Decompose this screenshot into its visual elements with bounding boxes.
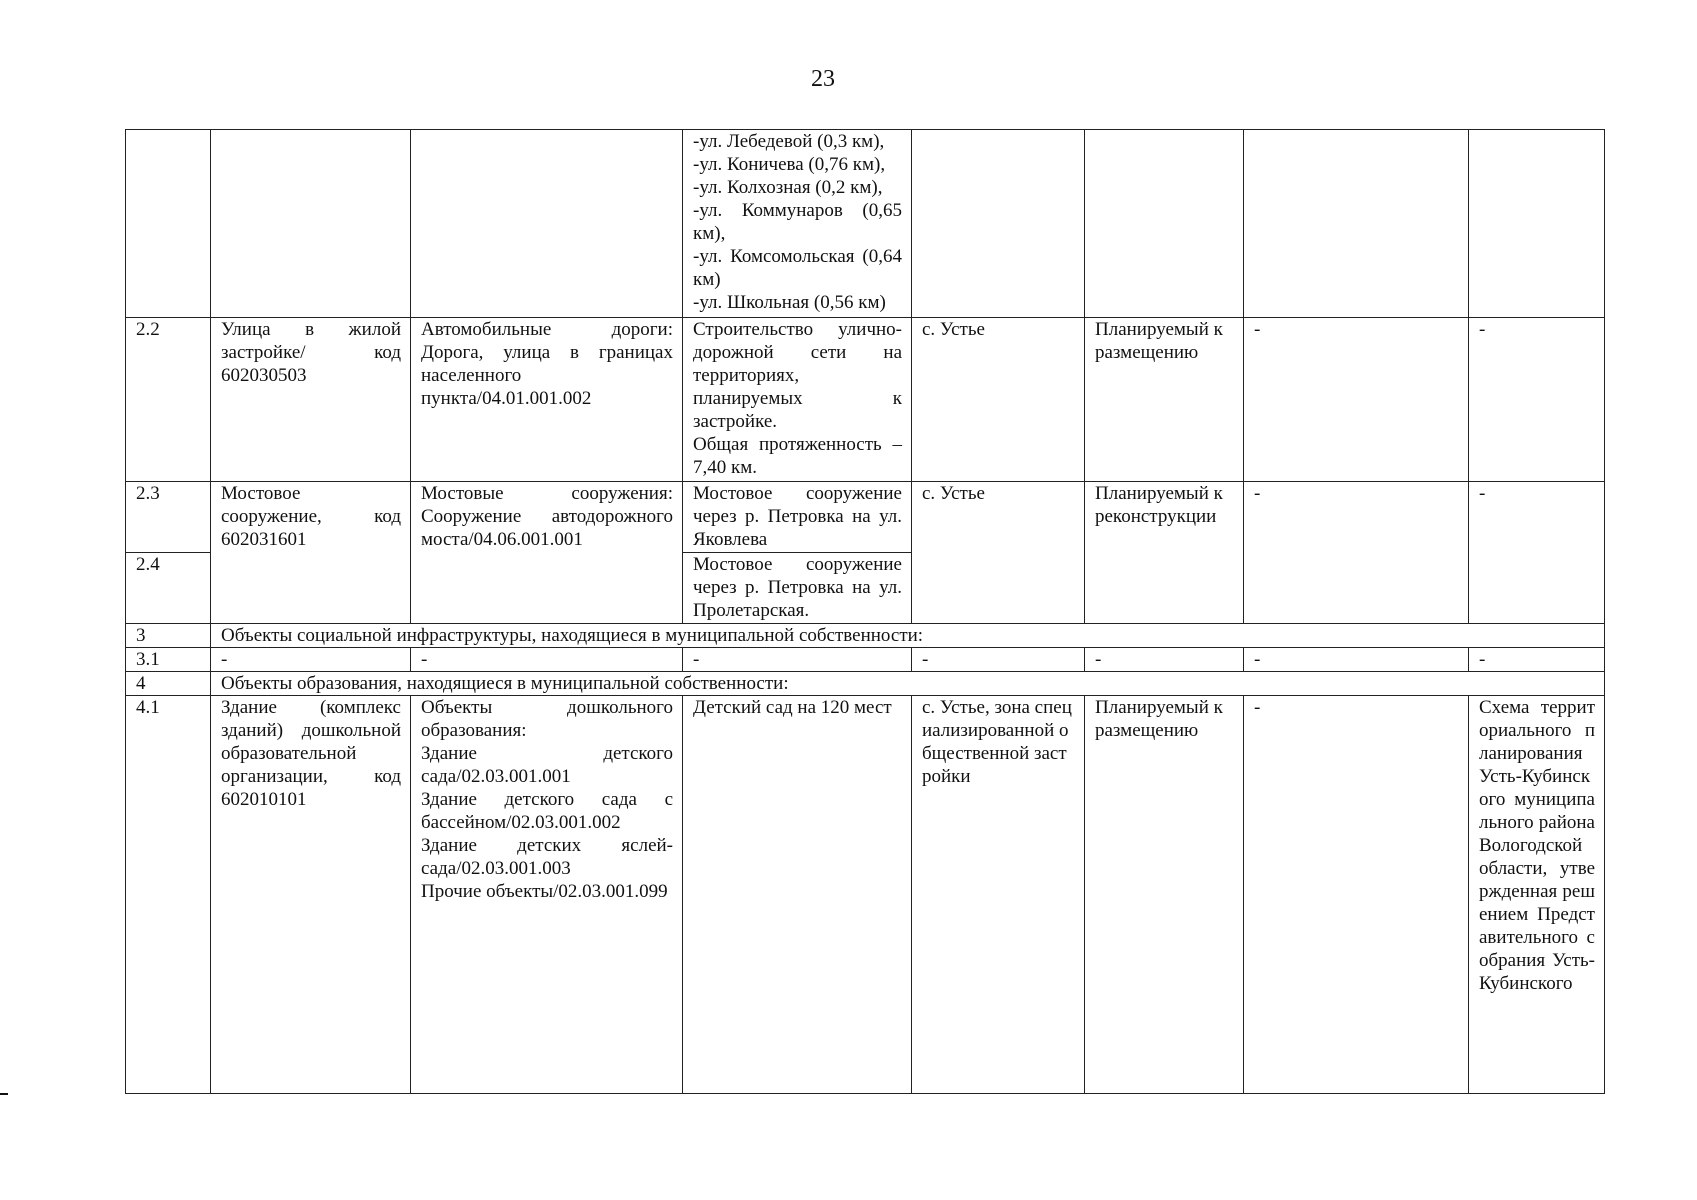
cell-status: Планируемый к размещению [1085,318,1244,482]
table-row [126,318,1605,482]
cell-streets [683,130,912,318]
cell-location: - [912,648,1085,672]
cell-num: 4.1 [126,696,211,1094]
margin-mark [0,1093,8,1095]
cell-purpose: Детский сад на 120 мест [683,696,912,1094]
cell-zone [1244,130,1469,318]
type-line: Объекты дошкольного образования: [421,697,673,741]
cell-num: 3 [126,624,211,648]
cell-type [411,696,683,1094]
cell-doc: - [1469,482,1605,624]
section-row [126,672,1605,696]
planning-table [125,129,1605,1094]
table-row [126,648,1605,672]
cell-status: Планируемый к реконструкции [1085,482,1244,624]
street-item: -ул. Лебедевой (0,3 км), [693,131,885,152]
cell-location: с. Устье, зона специализированной общественной застройки [912,696,1085,1094]
cell-doc [1469,130,1605,318]
type-line: Прочие объекты/02.03.001.099 [421,881,668,902]
street-item: -ул. Колхозная (0,2 км), [693,177,883,198]
cell-zone: - [1244,318,1469,482]
cell-doc: Схема территориального планирования Усть-Кубинского муниципального района Вологодской области, утвержденная решением Представительного собрания Усть-Кубинского [1469,696,1605,1094]
cell-num: 3.1 [126,648,211,672]
section-title: Объекты образования, находящиеся в муниципальной собственности: [211,672,1605,696]
cell-type: Автомобильные дороги: Дорога, улица в границах населенного пункта/04.01.001.002 [411,318,683,482]
table-row [126,696,1605,1094]
cell-type [411,130,683,318]
cell-zone: - [1244,648,1469,672]
cell-name: Улица в жилой застройке/ код 602030503 [211,318,411,482]
cell-purpose: Мостовое сооружение через р. Петровка на ул. Пролетарская. [683,553,912,624]
cell-num: 2.2 [126,318,211,482]
cell-status [1085,130,1244,318]
type-line: Здание детского сада с бассейном/02.03.001.002 [421,789,673,833]
cell-purpose: - [683,648,912,672]
page-number: 23 [811,66,835,92]
length-text: Общая протяженность – 7,40 км. [693,434,902,478]
section-row [126,624,1605,648]
cell-type: Мостовые сооружения: Сооружение автодорожного моста/04.06.001.001 [411,482,683,624]
table-row [126,482,1605,553]
table-row-continuation [126,130,1605,318]
cell-purpose [683,318,912,482]
cell-name: - [211,648,411,672]
cell-location: с. Устье [912,318,1085,482]
street-item: -ул. Школьная (0,56 км) [693,292,886,313]
cell-doc: - [1469,318,1605,482]
cell-name: Здание (комплекс зданий) дошкольной образовательной организации, код 602010101 [211,696,411,1094]
cell-name: Мостовое сооружение, код 602031601 [211,482,411,624]
cell-doc: - [1469,648,1605,672]
cell-zone: - [1244,696,1469,1094]
type-line: Здание детских яслей-сада/02.03.001.003 [421,835,673,879]
section-title: Объекты социальной инфраструктуры, находящиеся в муниципальной собственности: [211,624,1605,648]
cell-name [211,130,411,318]
street-item: -ул. Коничева (0,76 км), [693,154,886,175]
street-item: -ул. Комсомольская (0,64 км) [693,246,902,290]
cell-num: 2.4 [126,553,211,624]
cell-num: 4 [126,672,211,696]
cell-type: - [411,648,683,672]
cell-location [912,130,1085,318]
cell-zone: - [1244,482,1469,624]
cell-num: 2.3 [126,482,211,553]
cell-purpose: Мостовое сооружение через р. Петровка на ул. Яковлева [683,482,912,553]
cell-status: Планируемый к размещению [1085,696,1244,1094]
cell-status: - [1085,648,1244,672]
cell-location: с. Устье [912,482,1085,624]
cell-num [126,130,211,318]
purpose-text: Строительство улично-дорожной сети на территориях, планируемых к застройке. [693,319,902,432]
street-item: -ул. Коммунаров (0,65 км), [693,200,902,244]
type-line: Здание детского сада/02.03.001.001 [421,743,673,787]
